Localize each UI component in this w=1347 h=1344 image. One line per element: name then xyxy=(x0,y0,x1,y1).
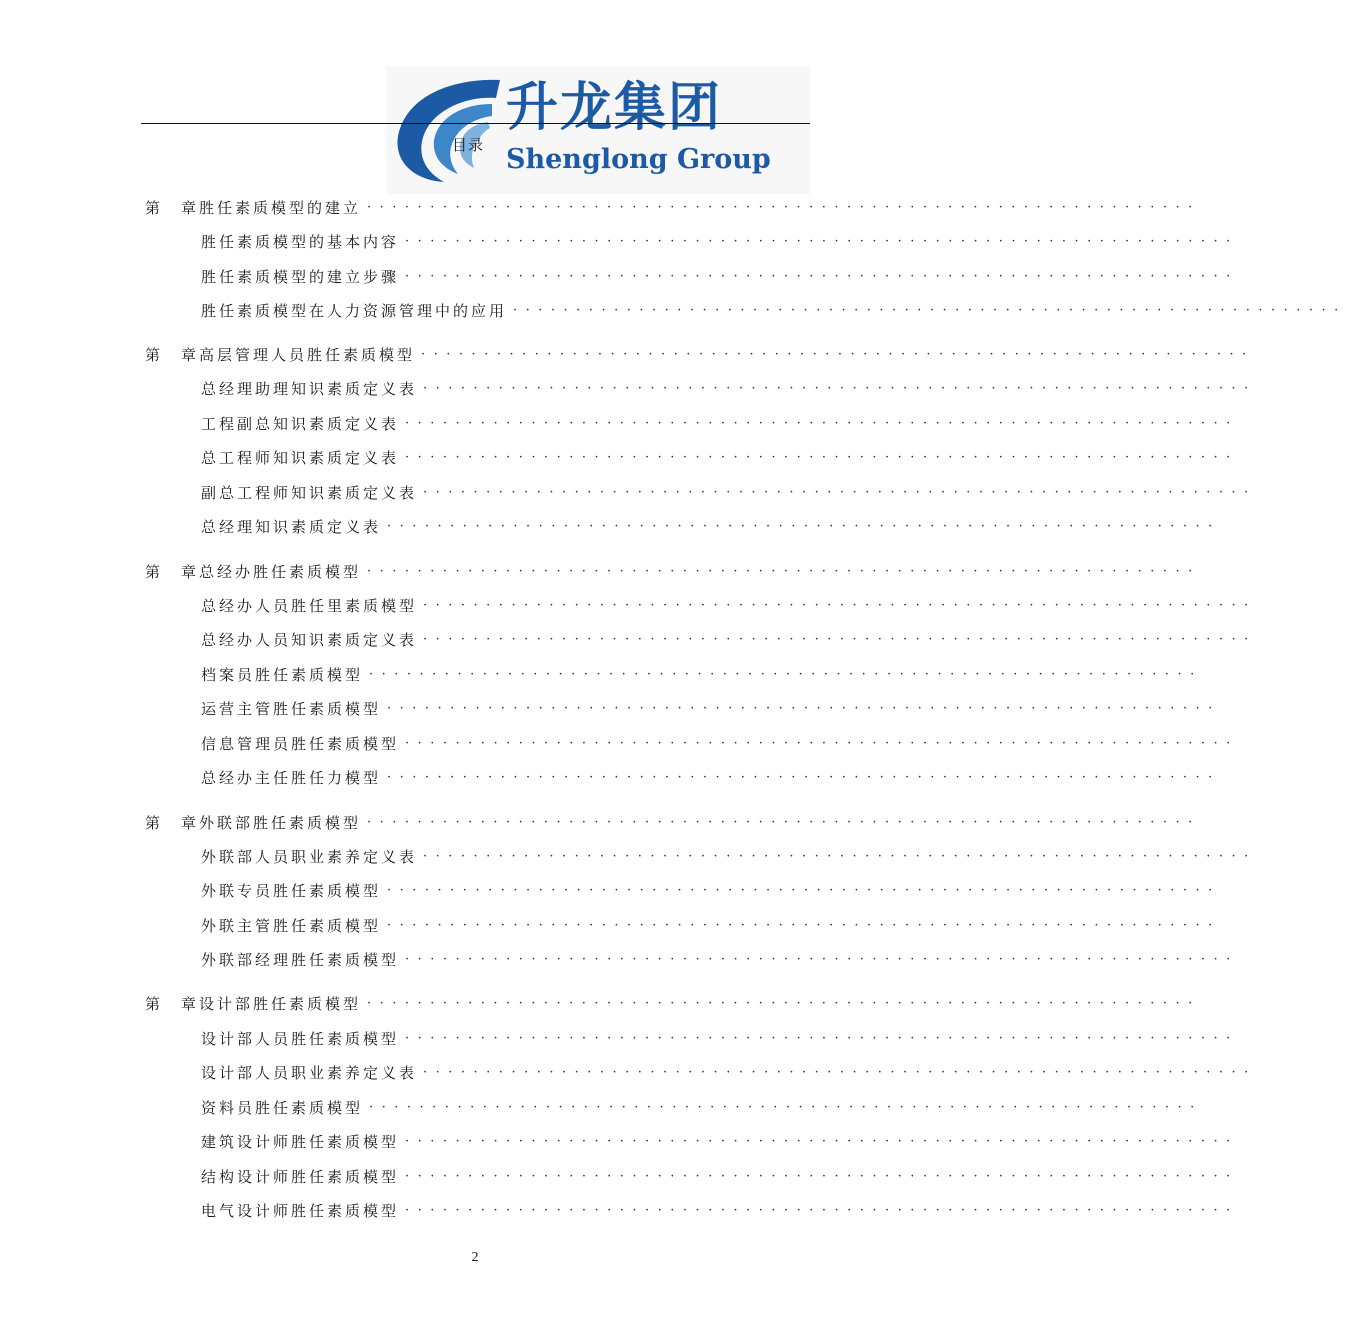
toc-section-title: 设计部人员职业素养定义表 xyxy=(201,1063,418,1082)
toc-leader-dots: ·································································· xyxy=(421,346,1255,362)
toc-section[interactable] xyxy=(201,411,1239,435)
toc-section[interactable] xyxy=(201,765,1221,789)
toc-leader-dots: ·································································· xyxy=(387,700,1221,716)
toc-section[interactable] xyxy=(201,593,1257,617)
toc-section-title: 副总工程师知识素质定义表 xyxy=(201,483,418,502)
toc-leader-dots: ·································································· xyxy=(369,666,1203,682)
toc-chapter-title: 高层管理人员胜任素质模型 xyxy=(199,345,416,364)
toc-leader-dots: ·································································· xyxy=(387,769,1221,785)
toc-leader-dots: ·································································· xyxy=(513,302,1347,318)
toc-chapter[interactable] xyxy=(145,810,1201,834)
toc-leader-dots: ·································································· xyxy=(405,951,1239,967)
toc-section-title: 总工程师知识素质定义表 xyxy=(201,448,400,467)
toc-chapter-title: 外联部胜任素质模型 xyxy=(199,813,362,832)
toc-leader-dots: ·································································· xyxy=(387,917,1221,933)
toc-section-title: 设计部人员胜任素质模型 xyxy=(201,1029,400,1048)
toc-section-title: 总经办人员胜任里素质模型 xyxy=(201,596,418,615)
toc-section-title: 外联主管胜任素质模型 xyxy=(201,916,382,935)
toc-section[interactable] xyxy=(201,662,1203,686)
toc-section-title: 胜任素质模型在人力资源管理中的应用 xyxy=(201,301,508,320)
toc-section[interactable] xyxy=(201,844,1257,868)
toc-leader-dots: ·································································· xyxy=(423,484,1257,500)
toc-section-title: 胜任素质模型的基本内容 xyxy=(201,232,400,251)
toc-section-title: 总经理知识素质定义表 xyxy=(201,517,382,536)
toc-chapter-title: 总经办胜任素质模型 xyxy=(199,562,362,581)
toc-section[interactable] xyxy=(201,264,1239,288)
shenglong-logo-icon xyxy=(392,74,504,184)
toc-section[interactable] xyxy=(201,1060,1257,1084)
toc-section[interactable] xyxy=(201,229,1239,253)
toc-leader-dots: ·································································· xyxy=(367,995,1201,1011)
toc-section-title: 档案员胜任素质模型 xyxy=(201,665,364,684)
toc-section[interactable] xyxy=(201,878,1221,902)
toc-leader-dots: ·································································· xyxy=(369,1099,1203,1115)
toc-chapter-title: 胜任素质模型的建立 xyxy=(199,198,362,217)
toc-chapter-number: 第 章 xyxy=(145,345,200,364)
toc-section[interactable] xyxy=(201,1164,1239,1188)
toc-leader-dots: ·································································· xyxy=(367,563,1201,579)
toc-chapter-number: 第 章 xyxy=(145,198,200,217)
toc-section[interactable] xyxy=(201,1026,1239,1050)
logo-english-name: Shenglong Group xyxy=(506,144,771,175)
toc-leader-dots: ·································································· xyxy=(423,1064,1257,1080)
toc-section[interactable] xyxy=(201,731,1239,755)
toc-section-title: 信息管理员胜任素质模型 xyxy=(201,734,400,753)
toc-section-title: 电气设计师胜任素质模型 xyxy=(201,1201,400,1220)
toc-leader-dots: ·································································· xyxy=(405,268,1239,284)
toc-section-title: 外联专员胜任素质模型 xyxy=(201,881,382,900)
toc-leader-dots: ·································································· xyxy=(387,882,1221,898)
toc-section[interactable] xyxy=(201,514,1221,538)
toc-section-title: 建筑设计师胜任素质模型 xyxy=(201,1132,400,1151)
toc-leader-dots: ·································································· xyxy=(405,415,1239,431)
toc-leader-dots: ·································································· xyxy=(405,1030,1239,1046)
toc-section-title: 工程副总知识素质定义表 xyxy=(201,414,400,433)
toc-section-title: 总经办主任胜任力模型 xyxy=(201,768,382,787)
toc-leader-dots: ·································································· xyxy=(367,199,1201,215)
toc-chapter[interactable] xyxy=(145,342,1255,366)
logo-chinese-name: 升龙集团 xyxy=(506,78,723,138)
toc-section-title: 总经理助理知识素质定义表 xyxy=(201,379,418,398)
toc-chapter[interactable] xyxy=(145,559,1201,583)
toc-leader-dots: ·································································· xyxy=(423,380,1257,396)
toc-section-title: 运营主管胜任素质模型 xyxy=(201,699,382,718)
toc-chapter-number: 第 章 xyxy=(145,562,200,581)
toc-leader-dots: ·································································· xyxy=(405,449,1239,465)
toc-chapter[interactable] xyxy=(145,195,1201,219)
toc-leader-dots: ·································································· xyxy=(405,735,1239,751)
toc-section[interactable] xyxy=(201,376,1257,400)
toc-leader-dots: ·································································· xyxy=(423,848,1257,864)
toc-section-title: 总经办人员知识素质定义表 xyxy=(201,630,418,649)
toc-section-title: 胜任素质模型的建立步骤 xyxy=(201,267,400,286)
toc-chapter[interactable] xyxy=(145,991,1201,1015)
toc-section-title: 外联部经理胜任素质模型 xyxy=(201,950,400,969)
toc-section-title: 结构设计师胜任素质模型 xyxy=(201,1167,400,1186)
toc-section[interactable] xyxy=(201,445,1239,469)
toc-leader-dots: ·································································· xyxy=(423,631,1257,647)
header-mark: 目录 xyxy=(452,136,485,154)
toc-leader-dots: ·································································· xyxy=(405,1202,1239,1218)
toc-leader-dots: ·································································· xyxy=(405,1133,1239,1149)
toc-section[interactable] xyxy=(201,696,1221,720)
toc-section-title: 外联部人员职业素养定义表 xyxy=(201,847,418,866)
header-rule xyxy=(141,123,810,124)
toc-section[interactable] xyxy=(201,627,1257,651)
toc-section[interactable] xyxy=(201,947,1239,971)
toc-leader-dots: ·································································· xyxy=(405,1168,1239,1184)
toc-section[interactable] xyxy=(201,298,1347,322)
toc-section[interactable] xyxy=(201,1198,1239,1222)
page-number: 2 xyxy=(471,1250,479,1265)
toc-leader-dots: ·································································· xyxy=(387,518,1221,534)
toc-chapter-number: 第 章 xyxy=(145,994,200,1013)
toc-leader-dots: ·································································· xyxy=(405,233,1239,249)
toc-section[interactable] xyxy=(201,1129,1239,1153)
toc-section-title: 资料员胜任素质模型 xyxy=(201,1098,364,1117)
toc-leader-dots: ·································································· xyxy=(367,814,1201,830)
toc-section[interactable] xyxy=(201,913,1221,937)
toc-section[interactable] xyxy=(201,1095,1203,1119)
toc-chapter-number: 第 章 xyxy=(145,813,200,832)
toc-section[interactable] xyxy=(201,480,1257,504)
toc-leader-dots: ·································································· xyxy=(423,597,1257,613)
toc-chapter-title: 设计部胜任素质模型 xyxy=(199,994,362,1013)
